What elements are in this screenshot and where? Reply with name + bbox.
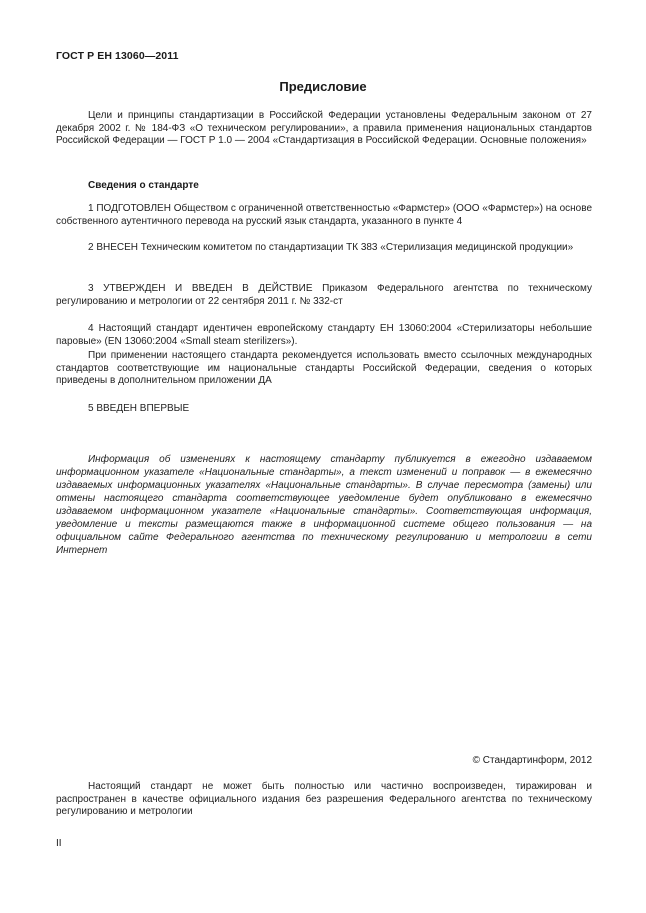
info-item-1: 1 ПОДГОТОВЛЕН Обществом с ограниченной ответственностью «Фармстер» (ООО «Фармстер») на основе собственного аутентичного перевода на русский язык стандарта, указанного в пункте 4 bbox=[56, 203, 592, 227]
rights-notice: Настоящий стандарт не может быть полностью или частично воспроизведен, тиражирован и распространен в качестве официального издания без разрешения Федерального агентства по техническому регулированию и метрологии bbox=[56, 781, 592, 818]
info-item-5: 5 ВВЕДЕН ВПЕРВЫЕ bbox=[88, 403, 190, 414]
info-item-3: 3 УТВЕРЖДЕН И ВВЕДЕН В ДЕЙСТВИЕ Приказом Федерального агентства по техническому регулированию и метрологии от 22 сентября 2011 г. № 332-ст bbox=[56, 283, 592, 307]
document-header: ГОСТ Р ЕН 13060—2011 bbox=[56, 50, 179, 62]
info-item-2: 2 ВНЕСЕН Техническим комитетом по стандартизации ТК 383 «Стерилизация медицинской продукции» bbox=[88, 242, 574, 253]
copyright-line: © Стандартинформ, 2012 bbox=[472, 755, 592, 766]
page-number: II bbox=[56, 838, 62, 849]
section-heading: Сведения о стандарте bbox=[88, 180, 199, 191]
info-item-4-note: При применении настоящего стандарта рекомендуется использовать вместо ссылочных международных стандартов соответствующие им национальные стандарты Российской Федерации, сведения о которых приведены в дополнительном приложении ДА bbox=[56, 350, 592, 387]
page-title: Предисловие bbox=[279, 79, 367, 94]
intro-paragraph: Цели и принципы стандартизации в Российской Федерации установлены Федеральным законом от 27 декабря 2002 г. № 184-ФЗ «О техническом регулировании», а правила применения национальных стандартов Российской Федерации — ГОСТ Р 1.0 — 2004 «Стандартизация в Российской Федерации. Основные положения» bbox=[56, 110, 592, 147]
info-item-4: 4 Настоящий стандарт идентичен европейскому стандарту ЕН 13060:2004 «Стерилизаторы небольшие паровые» (EN 13060:2004 «Small steam sterilizers»). bbox=[56, 323, 592, 347]
change-notice: Информация об изменениях к настоящему стандарту публикуется в ежегодно издаваемом информационном указателе «Национальные стандарты», а текст изменений и поправок — в ежемесячно издаваемых информационных указателях «Национальные стандарты». В случае пересмотра (замены) или отмены настоящего стандарта соответствующее уведомление будет опубликовано в ежемесячно издаваемом информационном указателе «Национальные стандарты». Соответствующая информация, уведомление и тексты размещаются также в информационной системе общего пользования — на официальном сайте Федерального агентства по техническому регулированию и метрологии в сети Интернет bbox=[56, 454, 592, 556]
